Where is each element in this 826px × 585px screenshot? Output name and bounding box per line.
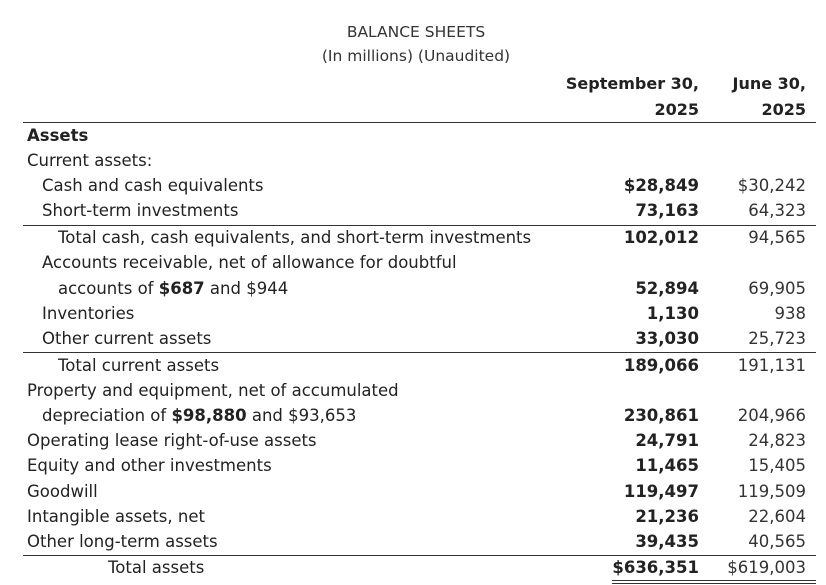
table-row-goodwill bbox=[0, 482, 826, 507]
table-row-total-cash bbox=[0, 228, 826, 253]
value-september: 11,465 bbox=[635, 456, 699, 475]
value-june: 25,723 bbox=[748, 329, 806, 348]
value-september: 102,012 bbox=[623, 228, 699, 247]
value-june: 204,966 bbox=[737, 406, 806, 425]
label-prefix: accounts of bbox=[58, 279, 159, 298]
table-row-property bbox=[0, 406, 826, 431]
row-label: Other long-term assets bbox=[27, 532, 218, 551]
statement-title: BALANCE SHEETS bbox=[346, 23, 486, 41]
table-row-equity bbox=[0, 456, 826, 481]
row-label: Operating lease right-of-use assets bbox=[27, 431, 317, 450]
value-june: 15,405 bbox=[748, 456, 806, 475]
row-label: Intangible assets, net bbox=[27, 507, 205, 526]
row-label: Equity and other investments bbox=[27, 456, 272, 475]
value-september: $636,351 bbox=[612, 558, 699, 577]
value-september: 21,236 bbox=[635, 507, 699, 526]
value-june: 40,565 bbox=[748, 532, 806, 551]
value-september: 39,435 bbox=[635, 532, 699, 551]
row-label: Goodwill bbox=[27, 482, 98, 501]
label-bold-amount: $687 bbox=[158, 279, 205, 298]
column-header-june-line2: 2025 bbox=[761, 100, 806, 119]
table-row-total-current bbox=[0, 356, 826, 381]
table-row-inventories bbox=[0, 304, 826, 329]
value-june: 94,565 bbox=[748, 228, 806, 247]
column-header-june-line1: June 30, bbox=[732, 74, 806, 93]
subtotal-divider bbox=[23, 225, 816, 226]
label-bold-amount: $98,880 bbox=[171, 406, 247, 425]
table-row-receivable bbox=[0, 279, 826, 304]
double-underline-top bbox=[612, 580, 816, 581]
current-assets-label: Current assets: bbox=[27, 151, 153, 170]
value-september: 230,861 bbox=[623, 406, 699, 425]
value-september: 119,497 bbox=[623, 482, 699, 501]
value-june: 69,905 bbox=[748, 279, 806, 298]
table-row-cash bbox=[0, 176, 826, 201]
value-september: 189,066 bbox=[623, 356, 699, 375]
table-row-other-current bbox=[0, 329, 826, 354]
row-label: Total assets bbox=[108, 558, 205, 577]
table-row-receivable-line1 bbox=[0, 253, 826, 278]
total-divider bbox=[23, 555, 816, 556]
value-september: 24,791 bbox=[635, 431, 699, 450]
table-row-other-long-term bbox=[0, 532, 826, 557]
assets-heading: Assets bbox=[27, 126, 89, 145]
value-june: 24,823 bbox=[748, 431, 806, 450]
row-label: Inventories bbox=[42, 304, 135, 323]
value-september: 52,894 bbox=[635, 279, 699, 298]
double-underline-bottom bbox=[612, 583, 816, 584]
row-label: Cash and cash equivalents bbox=[42, 176, 264, 195]
value-june: 22,604 bbox=[748, 507, 806, 526]
label-prefix: depreciation of bbox=[42, 406, 172, 425]
value-june: 938 bbox=[774, 304, 806, 323]
column-header-september-line1: September 30, bbox=[565, 74, 699, 93]
table-row-property-line1 bbox=[0, 381, 826, 406]
assets-heading-row bbox=[0, 126, 826, 151]
row-label: Other current assets bbox=[42, 329, 212, 348]
subtotal-divider bbox=[23, 352, 816, 353]
value-june: $619,003 bbox=[727, 558, 806, 577]
label-suffix: and $93,653 bbox=[246, 406, 357, 425]
row-label: Accounts receivable, net of allowance for doubtful bbox=[42, 253, 457, 272]
value-september: 73,163 bbox=[635, 201, 699, 220]
table-row-intangible bbox=[0, 507, 826, 532]
row-label-composite bbox=[58, 279, 288, 298]
row-label-composite bbox=[42, 406, 356, 425]
row-label: Total cash, cash equivalents, and short-term investments bbox=[58, 228, 532, 247]
value-september: $28,849 bbox=[623, 176, 699, 195]
statement-subtitle: (In millions) (Unaudited) bbox=[321, 47, 511, 65]
row-label: Short-term investments bbox=[42, 201, 239, 220]
value-september: 1,130 bbox=[646, 304, 699, 323]
table-row-short-term bbox=[0, 201, 826, 226]
value-june: 64,323 bbox=[748, 201, 806, 220]
header-divider bbox=[23, 122, 816, 123]
current-assets-row bbox=[0, 151, 826, 176]
label-suffix: and $944 bbox=[204, 279, 289, 298]
value-june: 119,509 bbox=[737, 482, 806, 501]
column-header-september-line2: 2025 bbox=[654, 100, 699, 119]
table-row-lease bbox=[0, 431, 826, 456]
value-june: 191,131 bbox=[737, 356, 806, 375]
value-june: $30,242 bbox=[737, 176, 806, 195]
value-september: 33,030 bbox=[635, 329, 699, 348]
row-label: Property and equipment, net of accumulated bbox=[27, 381, 399, 400]
row-label: Total current assets bbox=[58, 356, 220, 375]
